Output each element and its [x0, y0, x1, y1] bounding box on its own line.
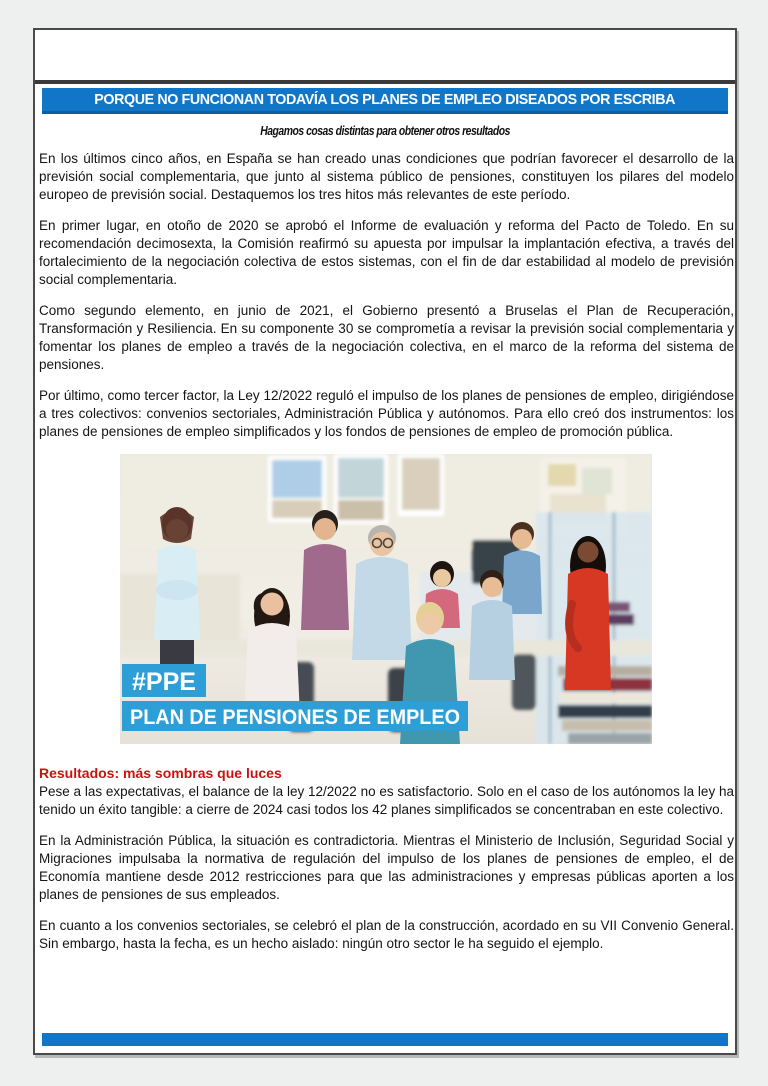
document-body — [39, 150, 734, 966]
document-title-bar — [42, 88, 728, 114]
photo-hashtag: #PPE — [132, 668, 196, 696]
paragraph: Por último, como tercer factor, la Ley 12/2022 reguló el impulso de los planes de pensiones de empleo, dirigiéndose a tres colectivos: convenios sectoriales, Administración Pública y autónomos. Para ello creó dos instrumentos: los planes de pensiones de empleo simplificados y los fondos de pensiones de empleo de promoción pública. — [39, 388, 734, 439]
paragraph: En la Administración Pública, la situación es contradictoria. Mientras el Ministerio de Inclusión, Seguridad Social y Migraciones impulsaba la normativa de regulación del impulso de los planes de pensiones de empleo, el de Economía mantiene desde 2012 restricciones para que las administraciones y empresas públicas aporten a los planes de pensiones de sus empleados. — [39, 833, 734, 902]
footer-rule-bar — [42, 1033, 728, 1046]
paragraph: Como segundo elemento, en junio de 2021, el Gobierno presentó a Bruselas el Plan de Recuperación, Transformación y Resiliencia. En su componente 30 se comprometía a revisar la previsión social complementaria y fomentar los planes de empleo a través de la negociación colectiva, en el marco de la reforma del sistema de pensiones. — [39, 303, 734, 372]
office-team-photo-illustration — [120, 454, 652, 744]
page-title: PORQUE NO FUNCIONAN TODAVÍA LOS PLANES DE EMPLEO DISEADOS POR ESCRIBA — [94, 91, 676, 108]
results-heading: Resultados: más sombras que luces — [39, 765, 282, 781]
paragraph: En los últimos cinco años, en España se han creado unas condiciones que podrían favorecer el desarrollo de la previsión social complementaria, que junto al sistema público de pensiones, constituyen los pilares del modelo europeo de previsión social. Destaquemos los tres hitos más relevantes de este período. — [39, 151, 734, 202]
subtitle-row — [35, 122, 735, 140]
photo-caption: PLAN DE PENSIONES DE EMPLEO — [130, 706, 460, 729]
paragraph: Pese a las expectativas, el balance de la ley 12/2022 no es satisfactorio. Solo en el caso de los autónomos la ley ha tenido un éxito tangible: a cierre de 2024 casi todos los 42 planes simplificados se concentraban en este colectivo. — [39, 784, 734, 817]
document-page — [33, 28, 737, 1055]
paragraph: En primer lugar, en otoño de 2020 se aprobó el Informe de evaluación y reforma del Pacto de Toledo. En su recomendación decimosexta, la Comisión reafirmó su apuesta por impulsar la implantación efectiva, a través del fortalecimiento de la negociación colectiva de estos sistemas, con el fin de dar estabilidad al modelo de previsión social complementaria. — [39, 218, 734, 287]
office-team-photo — [120, 454, 652, 744]
paragraph: En cuanto a los convenios sectoriales, se celebró el plan de la construcción, acordado en su VII Convenio General. Sin embargo, hasta la fecha, es un hecho aislado: ningún otro sector le ha seguido el ejemplo. — [39, 918, 734, 951]
header-top-rule — [35, 80, 735, 84]
document-subtitle: Hagamos cosas distintas para obtener otros resultados — [260, 123, 510, 138]
